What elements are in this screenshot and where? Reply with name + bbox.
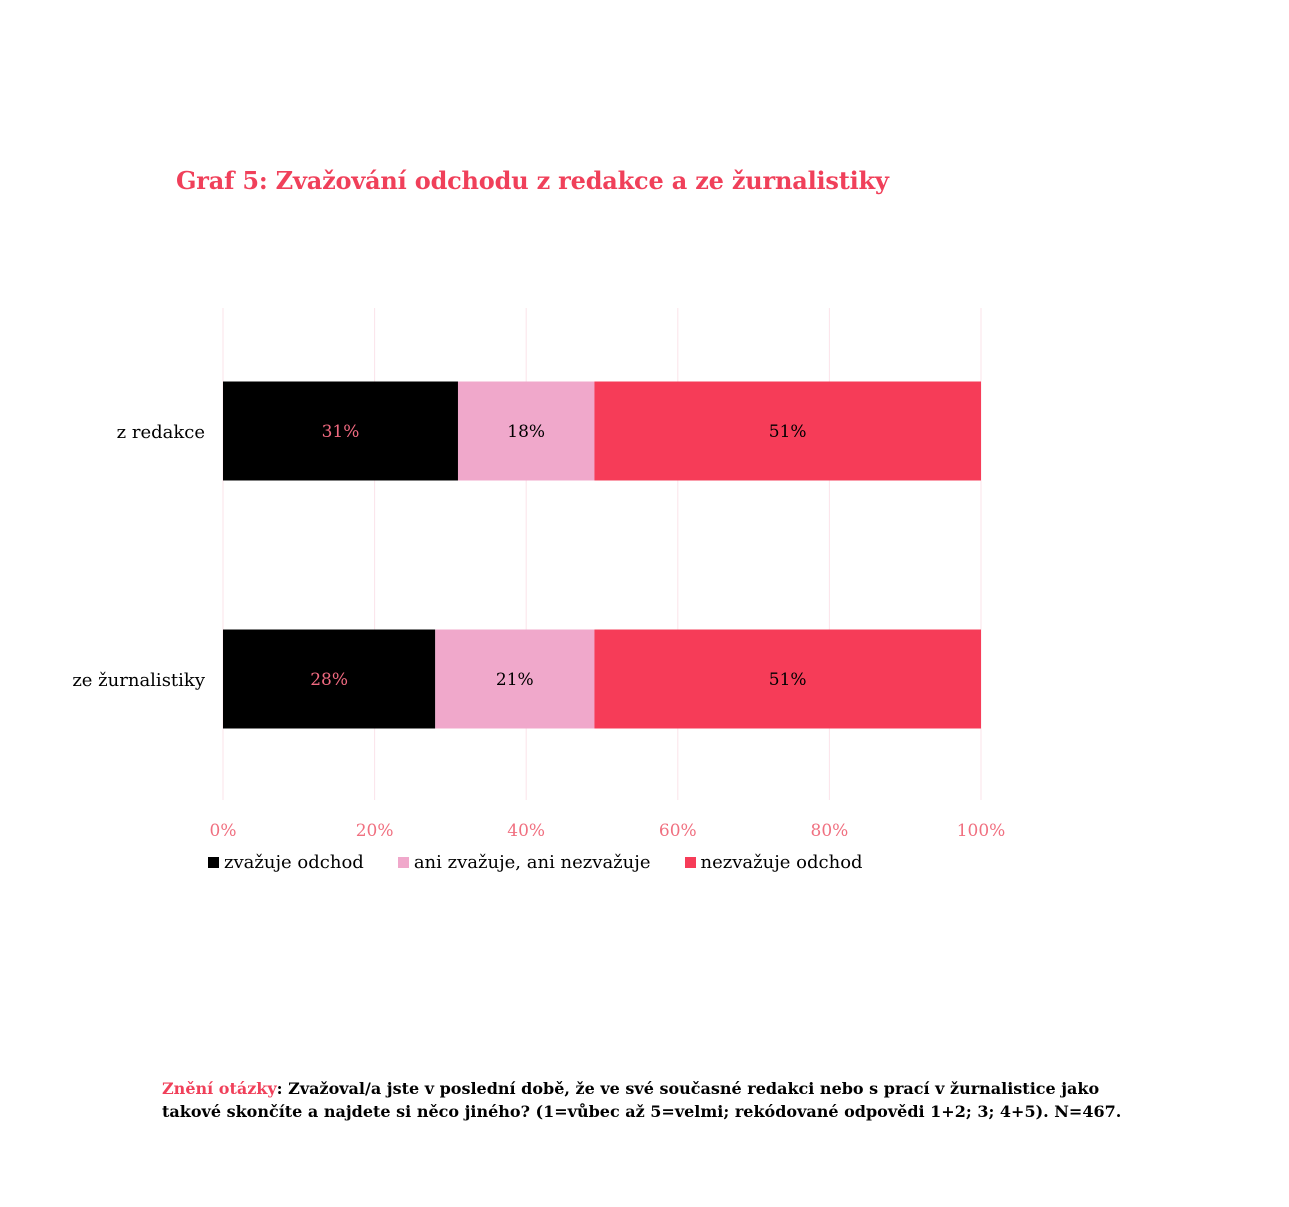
legend-swatch-nezvazuje-odchod [685, 857, 696, 868]
legend-label-ani-zvazuje: ani zvažuje, ani nezvažuje [413, 852, 651, 873]
legend-label-zvazuje-odchod: zvažuje odchod [224, 852, 364, 873]
data-label-z-redakce-ani-zvazuje-ani-nezvazuje: 18% [507, 422, 546, 442]
data-label-ze-zurnalistiky-zvazuje-odchod: 28% [310, 670, 349, 690]
legend-item-ani-zvazuje [398, 852, 651, 873]
x-tick-label-5: 100% [956, 821, 1006, 841]
legend-item-nezvazuje-odchod [685, 852, 863, 873]
category-label-z-redakce: z redakce [116, 422, 205, 443]
data-label-ze-zurnalistiky-ani-zvazuje-ani-nezvazuje: 21% [495, 670, 534, 690]
footnote-lead: Znění otázky [162, 1079, 277, 1098]
chart-legend [208, 852, 897, 873]
data-label-z-redakce-zvazuje-odchod: 31% [321, 422, 360, 442]
x-tick-label-1: 20% [355, 821, 394, 841]
footnote-text: : Zvažoval/a jste v poslední době, že ve své současné redakci nebo s prací v žurnalistice jako takové skončíte a najdete si něco jiného? (1=vůbec až 5=velmi; rekódované odpovědi 1+2; 3; 4+5). N=467. [162, 1079, 1122, 1121]
x-tick-label-3: 60% [658, 821, 697, 841]
data-label-z-redakce-nezvazuje-odchod: 51% [768, 422, 807, 442]
x-tick-label-2: 40% [507, 821, 546, 841]
legend-item-zvazuje-odchod [208, 852, 364, 873]
category-label-ze-zurnalistiky: ze žurnalistiky [72, 670, 205, 691]
legend-swatch-zvazuje-odchod [208, 857, 219, 868]
x-tick-label-0: 0% [209, 821, 237, 841]
x-tick-label-4: 80% [810, 821, 849, 841]
data-label-ze-zurnalistiky-nezvazuje-odchod: 51% [768, 670, 807, 690]
question-footnote [162, 1077, 1142, 1123]
legend-label-nezvazuje-odchod: nezvažuje odchod [700, 852, 863, 873]
chart-title: Graf 5: Zvažování odchodu z redakce a ze žurnalistiky [176, 166, 889, 195]
legend-swatch-ani-zvazuje [398, 857, 409, 868]
